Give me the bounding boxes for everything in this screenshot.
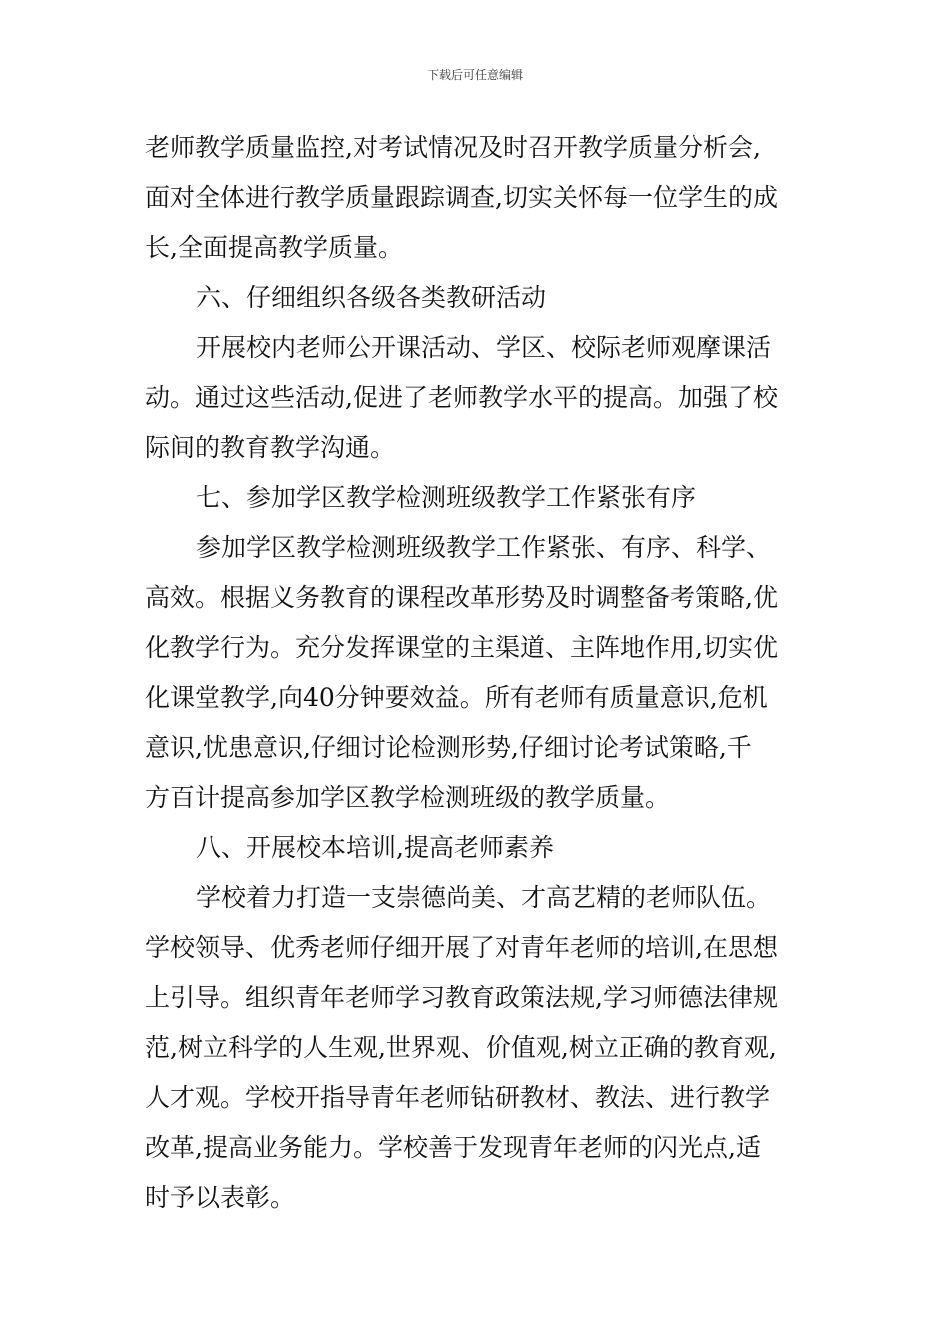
section-heading: 六、仔细组织各级各类教研活动 (196, 283, 547, 312)
body-line: 开展校内老师公开课活动、学区、校际老师观摩课活 (196, 333, 772, 362)
body-line: 参加学区教学检测班级教学工作紧张、有序、科学、 (196, 533, 772, 562)
section-heading: 八、开展校本培训,提高老师素养 (196, 833, 554, 862)
body-line: 际间的教育教学沟通。 (145, 433, 396, 462)
body-line: 人才观。学校开指导青年老师钻研教材、教法、进行教学 (145, 1083, 771, 1112)
body-line: 学校着力打造一支崇德尚美、才高艺精的老师队伍。 (196, 883, 772, 912)
body-line: 方百计提高参加学区教学检测班级的教学质量。 (145, 783, 671, 812)
body-line: 面对全体进行教学质量跟踪调查,切实关怀每一位学生的成 (145, 183, 778, 212)
body-line: 动。通过这些活动,促进了老师教学水平的提高。加强了校 (145, 383, 778, 412)
body-line: 化教学行为。充分发挥课堂的主渠道、主阵地作用,切实优 (145, 633, 778, 662)
body-line: 化课堂教学,向40分钟要效益。所有老师有质量意识,危机 (145, 683, 768, 712)
body-line: 上引导。组织青年老师学习教育政策法规,学习师德法律规 (145, 983, 778, 1012)
body-line: 学校领导、优秀老师仔细开展了对青年老师的培训,在思想 (145, 933, 778, 962)
body-line: 长,全面提高教学质量。 (145, 233, 403, 262)
body-line: 范,树立科学的人生观,世界观、价值观,树立正确的教育观, (145, 1033, 777, 1062)
body-line: 高效。根据义务教育的课程改革形势及时调整备考策略,优 (145, 583, 778, 612)
header-note: 下载后可任意编辑 (426, 68, 523, 82)
section-heading: 七、参加学区教学检测班级教学工作紧张有序 (196, 483, 697, 512)
body-line: 改革,提高业务能力。学校善于发现青年老师的闪光点,适 (145, 1133, 761, 1162)
body-line: 时予以表彰。 (145, 1183, 296, 1212)
body-line: 老师教学质量监控,对考试情况及时召开教学质量分析会, (145, 133, 761, 162)
body-line: 意识,忧患意识,仔细讨论检测形势,仔细讨论考试策略,千 (145, 733, 752, 762)
